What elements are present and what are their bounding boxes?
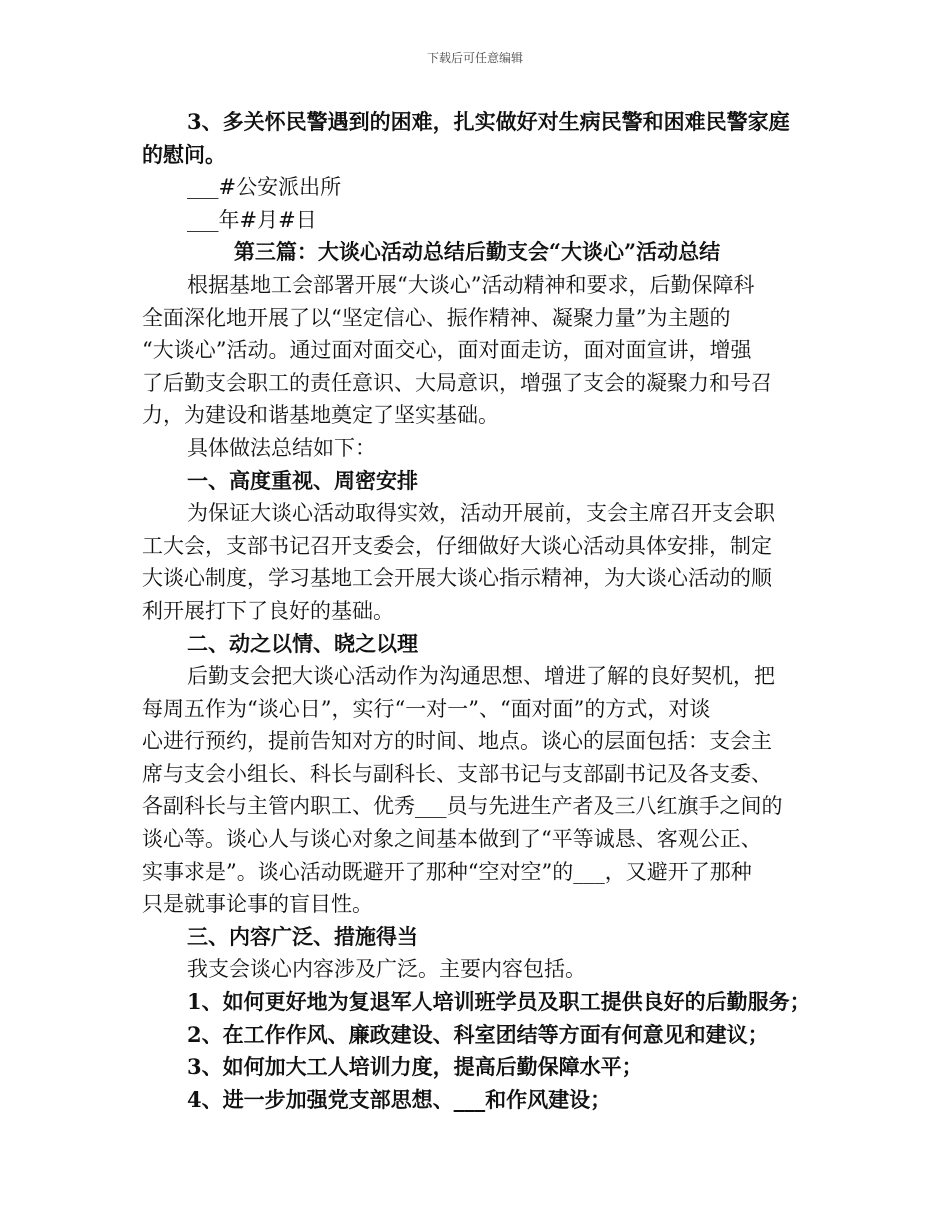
document-body (142, 106, 812, 1116)
list-item: 3、如何加大工人培训力度，提高后勤保障水平； (187, 1054, 643, 1080)
heading-3: 三、内容广泛、措施得当 (187, 923, 418, 949)
paragraph-line: “大谈心”活动。通过面对面交心，面对面走访，面对面宣讲，增强 (142, 338, 752, 363)
signature-org: ___#公安派出所 (187, 175, 342, 200)
paragraph-line: 席与支会小组长、科长与副科长、支部书记与支部副书记及各支委、 (142, 761, 772, 786)
paragraph-line: 后勤支会把大谈心活动作为沟通思想、增进了解的良好契机，把 (187, 664, 775, 689)
paragraph-line: 利开展打下了良好的基础。 (142, 598, 394, 623)
section-title: 第三篇：大谈心活动总结后勤支会“大谈心”活动总结 (233, 239, 721, 265)
paragraph-line: 根据基地工会部署开展“大谈心”活动精神和要求，后勤保障科 (187, 272, 755, 297)
list-item-3-care-cont: 的慰问。 (142, 141, 226, 167)
list-item: 1、如何更好地为复退军人培训班学员及职工提供良好的后勤服务； (187, 989, 811, 1015)
paragraph-line: 工大会，支部书记召开支委会，仔细做好大谈心活动具体安排，制定 (142, 533, 772, 558)
heading-2: 二、动之以情、晓之以理 (187, 630, 418, 656)
paragraph-line: 力，为建设和谐基地奠定了坚实基础。 (142, 403, 499, 428)
paragraph-line: 心进行预约，提前告知对方的时间、地点。谈心的层面包括：支会主 (142, 729, 772, 754)
paragraph-line: 全面深化地开展了以“坚定信心、振作精神、凝聚力量”为主题的 (142, 305, 731, 330)
paragraph-line: 为保证大谈心活动取得实效，活动开展前，支会主席召开支会职 (187, 501, 775, 526)
list-item: 2、在工作作风、廉政建设、科室团结等方面有何意见和建议； (187, 1021, 769, 1047)
paragraph-line: 了后勤支会职工的责任意识、大局意识，增强了支会的凝聚力和号召 (142, 370, 772, 395)
paragraph-line: 实事求是”。谈心活动既避开了那种“空对空”的___，又避开了那种 (142, 859, 752, 884)
signature-date: ___年#月#日 (187, 207, 317, 232)
page-header-note: 下载后可任意编辑 (426, 51, 523, 65)
paragraph-line: 谈心等。谈心人与谈心对象之间基本做到了“平等诚恳、客观公正、 (142, 827, 762, 852)
paragraph-line: 具体做法总结如下： (187, 435, 376, 460)
paragraph-line: 只是就事论事的盲目性。 (142, 892, 373, 917)
list-item: 4、进一步加强党支部思想、___和作风建设； (187, 1086, 612, 1112)
heading-1: 一、高度重视、周密安排 (187, 467, 418, 493)
list-item-3-care: 3、多关怀民警遇到的困难，扎实做好对生病民警和困难民警家庭 (187, 109, 790, 134)
paragraph-line: 大谈心制度，学习基地工会开展大谈心指示精神，为大谈心活动的顺 (142, 566, 772, 591)
paragraph-line: 每周五作为“谈心日”，实行“一对一”、“面对面”的方式，对谈 (142, 696, 711, 721)
paragraph-line: 各副科长与主管内职工、优秀___员与先进生产者及三八红旗手之间的 (142, 794, 783, 819)
paragraph-line: 我支会谈心内容涉及广泛。主要内容包括。 (187, 957, 586, 982)
